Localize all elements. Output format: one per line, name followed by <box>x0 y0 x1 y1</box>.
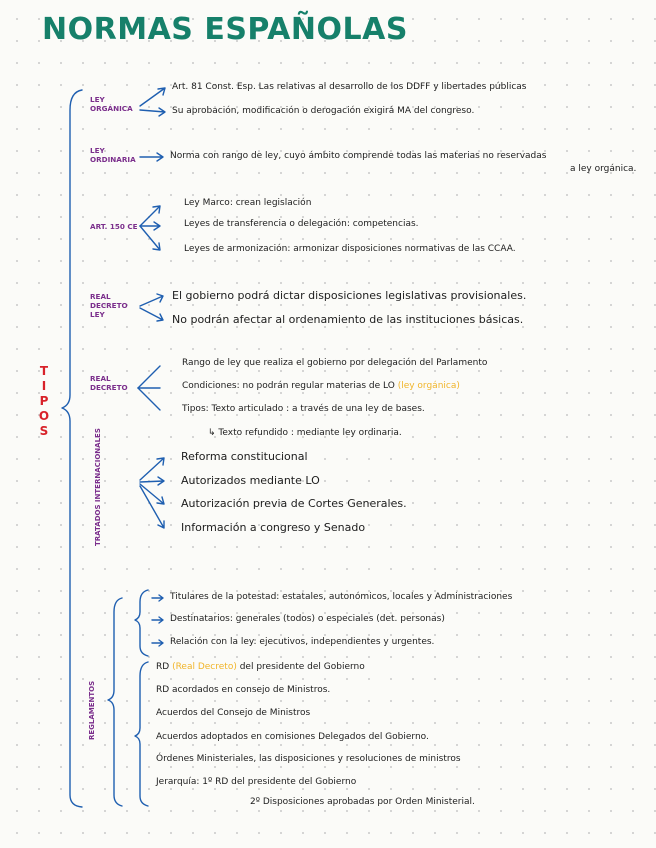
real-decreto-ley-item: El gobierno podrá dictar disposiciones legislativas provisionales. <box>172 289 527 302</box>
art150-item: Leyes de armonización: armonizar disposiciones normativas de las CCAA. <box>184 244 516 254</box>
tipos-letter: S <box>39 424 49 438</box>
tratados-item: Reforma constitucional <box>181 450 308 463</box>
jerarquia-label: Jerarquía: <box>156 777 200 787</box>
arrow-reg-3 <box>152 640 163 646</box>
arrow-rdl-2 <box>140 308 163 321</box>
reglamentos-rd-line <box>156 662 365 672</box>
main-brace <box>62 90 82 807</box>
real-decreto-item: Rango de ley que realiza el gobierno por delegación del Parlamento <box>182 358 488 368</box>
reglamentos-list-item: Acuerdos adoptados en comisiones Delegados del Gobierno. <box>156 732 429 742</box>
reglamentos-label: REGLAMENTOS <box>88 680 96 740</box>
rd-rest: del presidente del Gobierno <box>239 662 365 672</box>
arrow-lo-1 <box>140 88 165 106</box>
art150-item: Ley Marco: crean legislación <box>184 198 312 208</box>
arrow-rdl-1 <box>140 294 163 306</box>
arrow-reg-1 <box>152 595 163 601</box>
reg-outer-brace <box>108 598 122 806</box>
real-decreto-ley-label: REAL DECRETO LEY <box>90 292 128 319</box>
real-decreto-item: Tipos: Texto articulado : a través de una ley de bases. <box>182 404 425 414</box>
tratados-label: TRATADOS INTERNACIONALES <box>94 428 102 546</box>
reglamentos-arrow-item: Destinatarios: generales (todos) o especiales (det. personas) <box>170 614 445 624</box>
tipos-letter: O <box>38 409 50 423</box>
tipos-letter: I <box>41 379 47 393</box>
page-title: NORMAS ESPAÑOLAS <box>42 12 408 47</box>
arrow-tr-3 <box>140 484 164 504</box>
tratados-item: Información a congreso y Senado <box>181 521 366 534</box>
ley-organica-label: LEY ORGÁNICA <box>90 95 133 113</box>
real-decreto-conditions: Condiciones: no podrán regular materias de LO <box>182 381 395 391</box>
arrow-reg-2 <box>152 617 163 623</box>
arrow-lord <box>140 153 163 161</box>
ley-ordinaria-line2: a ley orgánica. <box>570 164 637 174</box>
rd-highlight: (Real Decreto) <box>172 662 237 672</box>
real-decreto-highlight: (ley orgánica) <box>397 381 460 391</box>
art150-label: ART. 150 CE <box>90 222 138 231</box>
real-decreto-label: REAL DECRETO <box>90 374 128 392</box>
art150-item: Leyes de transferencia o delegación: competencias. <box>184 219 419 229</box>
arrow-tr-1 <box>140 458 164 480</box>
arrow-tr-4 <box>140 486 164 528</box>
ley-ordinaria-line1: Norma con rango de ley, cuyo ámbito comprende todas las materias no reservadas <box>170 151 547 161</box>
real-decreto-item: ↳ Texto refundido : mediante ley ordinaria. <box>208 428 402 438</box>
tratados-item: Autorización previa de Cortes Generales. <box>181 497 407 510</box>
real-decreto-ley-item: No podrán afectar al ordenamiento de las instituciones básicas. <box>172 313 524 326</box>
jerarquia-item-1: 1º RD del presidente del Gobierno <box>202 777 357 787</box>
reglamentos-list-item: RD acordados en consejo de Ministros. <box>156 685 331 695</box>
tratados-item: Autorizados mediante LO <box>181 474 320 487</box>
ley-organica-item: Su aprobación, modificación o derogación exigirá MA del congreso. <box>172 106 475 116</box>
ley-organica-item: Art. 81 Const. Esp. Las relativas al desarrollo de los DDFF y libertades públicas <box>172 82 527 92</box>
arrow-a150-3 <box>140 226 160 250</box>
tipos-letter: T <box>39 364 49 378</box>
reglamentos-list-item: Órdenes Ministeriales, las disposiciones y resoluciones de ministros <box>156 754 461 764</box>
tipos-letter: P <box>39 394 49 408</box>
tipos-label <box>38 364 50 439</box>
reg-inner-brace-top <box>135 590 148 656</box>
arrow-a150-1 <box>140 206 160 226</box>
reglamentos-arrow-item: Titulares de la potestad: estatales, autonómicos, locales y Administraciones <box>170 592 513 602</box>
arrow-lo-2 <box>140 108 165 116</box>
ley-ordinaria-label: LEY ORDINARIA <box>90 146 136 164</box>
jerarquia-item-2: 2º Disposiciones aprobadas por Orden Ministerial. <box>250 797 475 807</box>
jerarquia-line1 <box>156 777 356 787</box>
real-decreto-item <box>182 381 460 391</box>
rd-abbr: RD <box>156 662 170 672</box>
reglamentos-list-item: Acuerdos del Consejo de Ministros <box>156 708 311 718</box>
reg-inner-brace-bottom <box>135 662 148 806</box>
arrow-tr-2 <box>140 477 164 485</box>
reglamentos-arrow-item: Relación con la ley: ejecutivos, independientes y urgentes. <box>170 637 435 647</box>
